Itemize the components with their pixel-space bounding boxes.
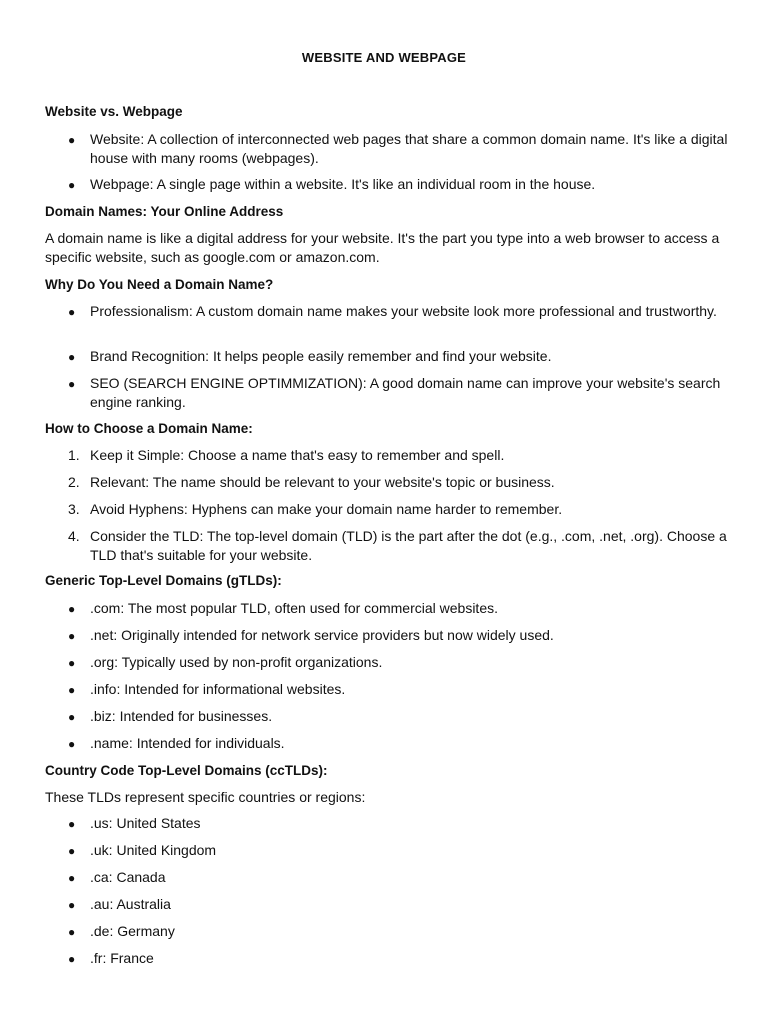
bullet-icon: ●	[68, 952, 76, 966]
list-item: .com: The most popular TLD, often used for commercial websites.	[90, 600, 498, 616]
bullet-icon: ●	[68, 629, 76, 643]
list-item: SEO (SEARCH ENGINE OPTIMMIZATION): A good domain name can improve your website's search engine ranking.	[90, 375, 721, 410]
list-item: .biz: Intended for businesses.	[90, 708, 273, 724]
list-item: Brand Recognition: It helps people easily remember and find your website.	[90, 348, 552, 364]
list-item: Professionalism: A custom domain name makes your website look more professional and trustworthy.	[90, 303, 717, 319]
list-item: Avoid Hyphens: Hyphens can make your domain name harder to remember.	[90, 501, 563, 517]
bullet-icon: ●	[68, 710, 76, 724]
bullet-icon: ●	[68, 871, 76, 885]
bullet-icon: ●	[68, 350, 76, 364]
list-item: .info: Intended for informational websites.	[90, 681, 346, 697]
bullet-icon: ●	[68, 925, 76, 939]
bullet-icon: ●	[68, 737, 76, 751]
list-item: Webpage: A single page within a website. It's like an individual room in the house.	[90, 176, 596, 192]
list-item: .org: Typically used by non-profit organizations.	[90, 654, 383, 670]
list-item: .ca: Canada	[90, 869, 166, 885]
list-item: .de: Germany	[90, 923, 175, 939]
heading-domain-names: Domain Names: Your Online Address	[45, 204, 284, 219]
list-item: .uk: United Kingdom	[90, 842, 217, 858]
bullet-icon: ●	[68, 178, 76, 192]
list-number: 1.	[68, 447, 80, 463]
list-item: .name: Intended for individuals.	[90, 735, 285, 751]
list-item: .net: Originally intended for network service providers but now widely used.	[90, 627, 554, 643]
heading-gtlds: Generic Top-Level Domains (gTLDs):	[45, 573, 282, 588]
heading-how-to-choose: How to Choose a Domain Name:	[45, 421, 253, 436]
list-number: 3.	[68, 501, 80, 517]
bullet-icon: ●	[68, 898, 76, 912]
bullet-icon: ●	[68, 844, 76, 858]
list-item: .us: United States	[90, 815, 201, 831]
bullet-icon: ●	[68, 305, 76, 319]
heading-cctlds: Country Code Top-Level Domains (ccTLDs):	[45, 763, 328, 778]
list-number: 4.	[68, 528, 80, 544]
list-item: Relevant: The name should be relevant to your website's topic or business.	[90, 474, 555, 490]
document-title: WEBSITE AND WEBPAGE	[301, 50, 467, 65]
bullet-icon: ●	[68, 656, 76, 670]
bullet-icon: ●	[68, 133, 76, 147]
paragraph-cctlds: These TLDs represent specific countries or regions:	[45, 789, 366, 805]
heading-website-vs-webpage: Website vs. Webpage	[45, 104, 183, 119]
list-number: 2.	[68, 474, 80, 490]
bullet-icon: ●	[68, 683, 76, 697]
paragraph-domain-names: A domain name is like a digital address for your website. It's the part you type into a web browser to access a specific website, such as google.com or amazon.com.	[45, 230, 720, 265]
list-item: .au: Australia	[90, 896, 171, 912]
bullet-icon: ●	[68, 817, 76, 831]
list-item: Website: A collection of interconnected web pages that share a common domain name. It's like a digital house with many rooms (webpages).	[90, 131, 728, 166]
bullet-icon: ●	[68, 377, 76, 391]
bullet-icon: ●	[68, 602, 76, 616]
list-item: .fr: France	[90, 950, 154, 966]
list-item: Consider the TLD: The top-level domain (TLD) is the part after the dot (e.g., .com, .net, .org). Choose a TLD that's suitable for your website.	[90, 528, 727, 563]
heading-why-domain: Why Do You Need a Domain Name?	[45, 277, 274, 292]
list-item: Keep it Simple: Choose a name that's easy to remember and spell.	[90, 447, 505, 463]
